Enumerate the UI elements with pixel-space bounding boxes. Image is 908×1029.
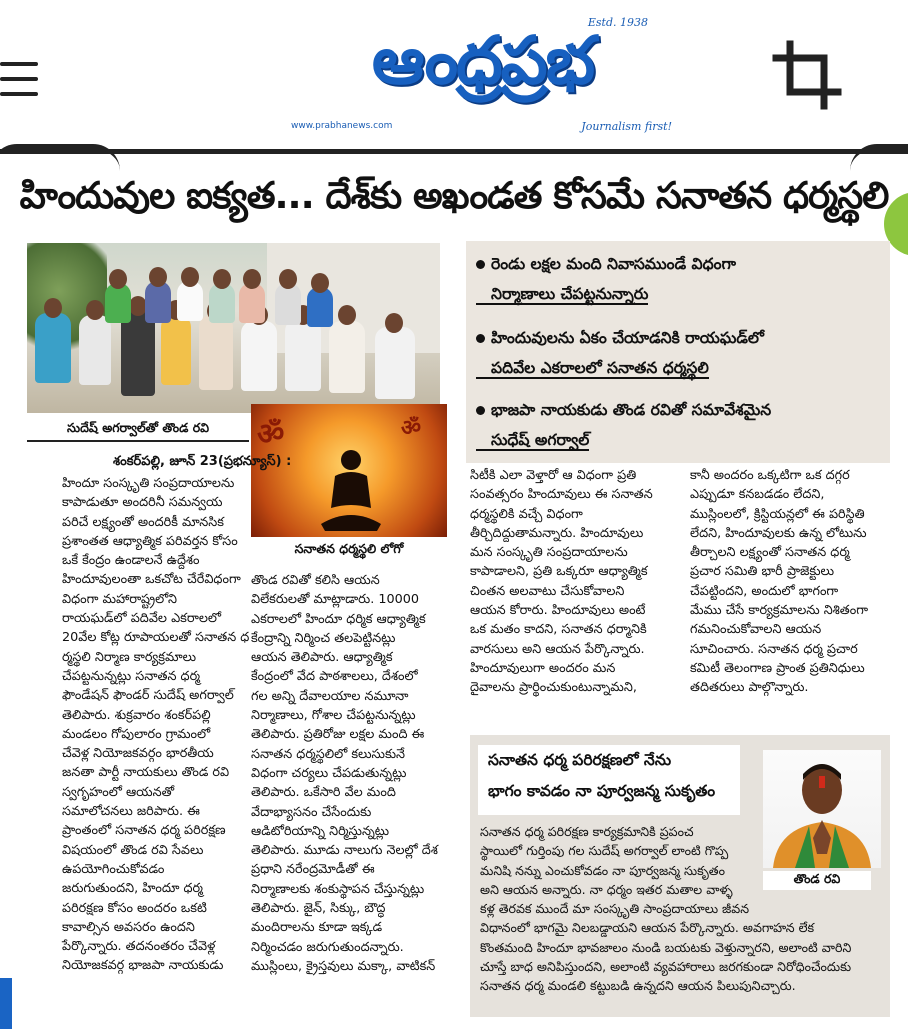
highlight-item: హిందువులను ఏకం చేయాడనికి రాయఘడ్‌లో పదివేల ఎకరాలలో సనాతన ధర్మస్థలి xyxy=(476,323,764,383)
sub-story-heading: సనాతన ధర్మ పరిరక్షణలో నేను భాగం కావడం నా పూర్వజన్మ సుకృతం xyxy=(478,745,740,815)
page-edge-marker xyxy=(0,978,12,1029)
masthead-tagline: Journalism first! xyxy=(581,120,672,133)
highlights-box xyxy=(466,241,890,463)
photo-caption-1: సుదేష్ అగర్వాల్‌తో తొండ రవి xyxy=(67,420,209,435)
bullet-icon xyxy=(476,406,485,415)
sub-story-body-bottom: కళ్ల తెరవక ముందే మా సంస్కృతి సాంప్రదాయాలు జీవన విధానంలో భాగమై నిలబడ్డాయని ఆయన పేర్కొన్నారు. అవగాహన లేక కొంతమంది హిందూ భావజాలం నుండి బయటకు వెళ్తున్నారని, అలాంటి వారిని చూస్తే బాధ అనిపిస్తుందని, అలాంటి వ్యవహారాలు జరగకుండా నిరోధించేందుకు సనాతన ధర్మ మండలి కట్టుబడి ఉన్నదని ఆయన పిలుపునిచ్చారు. xyxy=(480,901,852,994)
portrait-caption: తొండ రవి xyxy=(763,871,871,890)
bullet-icon xyxy=(476,334,485,343)
meditation-figure-icon xyxy=(321,446,381,531)
highlight-item: భాజపా నాయకుడు తొండ రవితో సమావేశమైన సుధేష్ అగర్వాల్ xyxy=(476,395,771,455)
header-divider xyxy=(0,149,908,154)
masthead-url: www.prabhanews.com xyxy=(291,121,393,131)
article-column-2: తొండ రవితో కలిసి ఆయన విలేకరులతో మాట్లాడారు. 10000 ఎకరాలలో హిందూ ధర్మిక ఆధ్యాత్మిక కేంద్రాన్ని నిర్మించ తలపెట్టినట్లు ఆయన తెలిపారు. ఆధ్యాత్మిక కేంద్రంలో వేద పాఠశాలలు, దేశంలో గల అన్ని దేవాలయాల నమూనా నిర్మాణాలు, గోశాల చేపట్టనున్నట్లు తెలిపారు. ప్రతిరోజు లక్షల మంది ఈ సనాతన ధర్మస్థలిలో కలుసుకునే విధంగా చర్యలు చేపడుతున్నట్లు తెలిపారు. ఒకేసారి వేల మంది వేదాభ్యాసనం చేసేందుకు ఆడిటోరియాన్ని నిర్మిస్తున్నట్లు తెలిపారు. మూడు నాలుగు నెలల్లో దేశ ప్రధాని నరేంద్రమోడీతో ఈ నిర్మాణాలకు శంకుస్థాపన చేస్తున్నట్లు తెలిపారు. జైన్, సిక్కు, బౌద్ధ మందిరాలను కూడా ఇక్కడ నిర్మించడం జరుగుతుందన్నారు. ముస్లింలు, క్రైస్తవులు మక్కా, వాటికన్ xyxy=(251,573,438,974)
header-curve-left xyxy=(0,144,120,171)
article-column-1: హిందూ సంస్కృతి సంప్రదాయాలను కాపాడుతూ అందరినీ సమన్వయ పరిచే లక్ష్యంతో అందరికీ మానసిక ప్రశాంతత ఆధ్యాత్మిక పరివర్తన కోసం ఒకే కేంద్రం ఉండాలనే ఉద్దేశం హిందూవులంతా ఒకచోట చేరేవిధంగా విధంగా మహారాష్ట్రలోని రాయఘడ్‌లో పదివేల ఎకరాలలో 20వేల కోట్ల రూపాయలతో సనాతన ధ ర్మస్థలి నిర్మాణ కార్యక్రమాలు చేపట్టనున్నట్లు సనాతన ధర్మ ఫౌండేషన్ ఫౌండర్ సుదేష్ అగర్వాల్ తెలిపారు. శుక్రవారం శంకర్‌పల్లి మండలం గోపులారం గ్రామంలో చేవెళ్ల నియోజకవర్గం భారతీయ జనతా పార్టీ నాయకులు తొండ రవి స్వగృహంలో ఆయనతో సమాలోచనలు జరిపారు. ఈ ప్రాంతంలో సనాతన ధర్మ పరిరక్షణ విషయంలో తొండ రవి సేవలు ఉపయోగించుకోవడం జరుగుతుందని, హిందూ ధర్మ పరిరక్షణ కోసం అందరం ఒకటి కావాల్సిన అవసరం ఉందని పేర్కొన్నారు. తదనంతరం చేవెళ్ల నియోజకవర్గ భాజపా నాయకుడు xyxy=(62,476,250,974)
caption-underline xyxy=(27,440,249,442)
highlight-item: రెండు లక్షల మంది నివాసముండే విధంగా నిర్మాణాలు చేపట్టనున్నారు xyxy=(476,249,736,309)
masthead-estd: Estd. 1938 xyxy=(587,16,648,29)
photo-caption-2: సనాతన ధర్మస్థలి లోగో xyxy=(294,541,404,556)
masthead-name: ఆంధ్రప్రభ xyxy=(371,22,594,99)
crop-icon[interactable] xyxy=(772,40,842,110)
article-headline: హిందువుల ఐక్యత... దేశ్‌కు అఖండత కోసమే సనాతన ధర్మస్థలి xyxy=(19,174,889,217)
group-photo xyxy=(27,243,440,413)
article-column-4: కానీ అందరం ఒక్కటిగా ఒక దగ్గర ఎప్పుడూ కనబడడం లేదని, ముస్లింలలో, క్రిస్టియన్లలో ఈ పరిస్థితి లేదని, హిందూవులకు ఉన్న లోటును తీర్చాలని లక్ష్యంతో సనాతన ధర్మ ప్రచార సమితి భారీ ప్రాజెక్టులు చేపట్టిందని, అందులో భాగంగా మేము చేసే కార్యక్రమాలను నిశితంగా గమనించుకోవాలని ఆయన సూచించారు. సనాతన ధర్మ ప్రచార కమిటీ తెలంగాణ ప్రాంత ప్రతినిధులు తదితరులు పాల్గొన్నారు. xyxy=(690,468,869,696)
dateline: శంకర్‌పల్లి, జూన్ 23(ప్రభన్యూస్) : xyxy=(113,454,292,469)
article-column-3: సిటీకి ఎలా వెళ్తారో ఆ విధంగా ప్రతి సంవత్సరం హిందూవులు ఈ సనాతన ధర్మస్థలికి వచ్చే విధంగా తీర్చిదిద్దుతామన్నారు. హిందూవులు మన సంస్కృతి సంప్రదాయాలను కాపాడాలని, ప్రతి ఒక్కరూ ఆధ్యాత్మిక చింతన అలవాటు చేసుకోవాలని ఆయన కోరారు. హిందూవులు అంటే ఒక మతం కాదని, సనాతన ధర్మానికి వారసులు అని ఆయన పేర్కొన్నారు. హిందూవులుగా అందరం మన దైవాలను ప్రార్థించుకుంటున్నామని, xyxy=(470,468,653,696)
sub-story-body-top: సనాతన ధర్మ పరిరక్షణ కార్యక్రమానికి ప్రపంచ స్థాయిలో గుర్తింపు గల సుదేష్ అగర్వాల్ లాంటి గొప్ప మనిషి నన్ను ఎంచుకోవడం నా పూర్వజన్మ సుకృతం అని ఆయన అన్నారు. నా ధర్మం ఇతర మతాల వాళ్ళ xyxy=(480,824,733,897)
portrait-photo xyxy=(763,750,881,868)
dharmasthali-logo-image: ॐ ॐ xyxy=(251,404,447,537)
hamburger-menu-icon[interactable] xyxy=(0,62,38,96)
bullet-icon xyxy=(476,260,485,269)
masthead-logo xyxy=(285,12,680,137)
